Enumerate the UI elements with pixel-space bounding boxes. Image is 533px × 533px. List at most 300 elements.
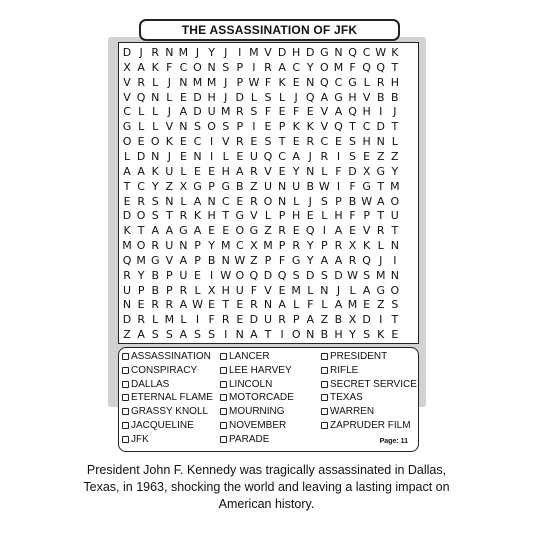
checkbox-icon[interactable] — [321, 394, 328, 401]
grid-letter: A — [320, 90, 329, 104]
grid-letter: R — [278, 313, 286, 327]
grid-letter: S — [151, 328, 159, 342]
grid-letter: J — [308, 149, 312, 163]
checkbox-icon[interactable] — [321, 422, 328, 429]
grid-letter: O — [136, 209, 146, 223]
grid-letter: B — [151, 268, 159, 282]
grid-letter: H — [207, 209, 216, 223]
grid-letter: X — [250, 239, 258, 253]
grid-letter: S — [320, 194, 328, 208]
grid-letter: Z — [376, 149, 385, 163]
grid-letter: Q — [362, 60, 371, 74]
checkbox-icon[interactable] — [220, 422, 227, 429]
grid-letter: J — [308, 194, 312, 208]
grid-letter: E — [334, 135, 342, 149]
grid-letter: N — [221, 253, 230, 267]
grid-letter: S — [349, 135, 357, 149]
grid-letter: U — [165, 164, 174, 178]
word-list-item[interactable] — [220, 351, 270, 362]
grid-letter: I — [252, 120, 256, 134]
caption-text: President John F. Kennedy was tragically assassinated in Dallas, Texas, in 1963, shocking the world and leaving a lasting impact on American history. — [83, 463, 450, 511]
grid-letter: X — [179, 179, 188, 193]
grid-letter: V — [250, 209, 258, 223]
checkbox-icon[interactable] — [321, 367, 328, 374]
grid-letter: G — [235, 209, 245, 223]
word-list-item[interactable] — [321, 365, 358, 376]
grid-letter: V — [221, 135, 230, 149]
grid-letter: S — [320, 268, 328, 282]
word-label: MOURNING — [229, 406, 285, 418]
grid-letter: N — [306, 328, 315, 342]
grid-letter: B — [348, 194, 357, 208]
grid-letter: J — [195, 46, 200, 59]
grid-letter: Q — [348, 46, 357, 59]
grid-letter: E — [236, 149, 244, 163]
grid-letter: L — [180, 313, 187, 327]
grid-letter: D — [376, 120, 385, 134]
grid-letter: O — [150, 135, 160, 149]
grid-letter: N — [306, 75, 315, 89]
grid-letter: S — [391, 298, 399, 312]
grid-letter: J — [139, 46, 143, 59]
grid-letter: J — [167, 149, 171, 163]
grid-letter: U — [390, 209, 399, 223]
grid-letter: O — [320, 60, 329, 74]
grid-letter: L — [152, 120, 159, 134]
grid-letter: V — [264, 46, 272, 59]
word-list-item[interactable] — [321, 406, 374, 417]
grid-letter: P — [236, 75, 244, 89]
grid-letter: L — [307, 283, 314, 297]
grid-letter: F — [349, 60, 356, 74]
grid-letter: J — [224, 90, 228, 104]
grid-letter: V — [320, 120, 329, 134]
grid-letter: Z — [250, 179, 258, 193]
grid-letter: Q — [334, 120, 343, 134]
checkbox-icon[interactable] — [122, 394, 129, 401]
grid-letter: N — [320, 283, 329, 297]
word-list-item[interactable] — [122, 434, 149, 445]
grid-letter: U — [165, 239, 174, 253]
grid-letter: F — [335, 164, 342, 178]
grid-letter: C — [235, 239, 244, 253]
grid-letter: Q — [376, 60, 386, 74]
word-list-item[interactable] — [321, 392, 363, 403]
grid-row — [120, 326, 402, 343]
grid-letter: G — [179, 224, 188, 238]
grid-letter: B — [391, 90, 399, 104]
checkbox-icon[interactable] — [220, 381, 227, 388]
grid-letter: L — [264, 209, 272, 223]
checkbox-icon[interactable] — [220, 436, 227, 443]
grid-letter: S — [208, 328, 216, 342]
grid-letter: A — [236, 164, 244, 178]
word-label: LANCER — [229, 351, 270, 362]
grid-letter: C — [193, 135, 202, 149]
grid-letter: N — [179, 75, 188, 89]
grid-letter: F — [349, 179, 356, 193]
grid-letter: N — [193, 149, 202, 163]
grid-letter: B — [334, 313, 343, 327]
grid-letter: Z — [320, 313, 329, 327]
grid-letter: K — [391, 46, 399, 59]
grid-letter: I — [209, 149, 214, 163]
grid-letter: O — [263, 194, 273, 208]
grid-letter: Z — [165, 179, 174, 193]
grid-letter: N — [151, 90, 160, 104]
grid-letter: N — [334, 46, 343, 59]
checkbox-icon[interactable] — [220, 408, 227, 415]
grid-letter: F — [264, 105, 272, 119]
grid-letter: S — [264, 90, 272, 104]
grid-letter: H — [362, 135, 371, 149]
grid-letter: O — [390, 283, 400, 297]
grid-letter: T — [222, 298, 230, 312]
grid-letter: A — [278, 298, 286, 312]
grid-letter: Y — [306, 239, 314, 253]
grid-letter: L — [349, 283, 356, 297]
grid-letter: A — [137, 164, 145, 178]
grid-letter: X — [207, 283, 216, 297]
grid-letter: S — [222, 120, 230, 134]
grid-letter: T — [137, 224, 145, 238]
grid-letter: A — [179, 328, 188, 342]
checkbox-icon[interactable] — [220, 353, 227, 360]
grid-letter: E — [306, 209, 314, 223]
grid-letter: L — [152, 75, 159, 89]
grid-letter: W — [318, 179, 330, 193]
word-list-item[interactable] — [220, 434, 269, 445]
word-list-item[interactable] — [122, 392, 213, 403]
grid-letter: L — [250, 90, 257, 104]
grid-letter: G — [291, 253, 301, 267]
grid-letter: V — [165, 253, 174, 267]
grid-letter: W — [220, 268, 232, 282]
grid-letter: S — [194, 328, 201, 342]
grid-letter: T — [278, 135, 286, 149]
grid-letter: E — [137, 135, 145, 149]
grid-letter: E — [363, 149, 371, 163]
word-list-item[interactable] — [122, 420, 194, 431]
grid-letter: L — [166, 90, 173, 104]
grid-letter: C — [292, 60, 301, 74]
grid-letter: S — [222, 60, 230, 74]
grid-letter: N — [263, 298, 273, 312]
grid-letter: R — [264, 60, 272, 74]
word-label: WARREN — [330, 406, 375, 418]
word-label: RIFLE — [330, 364, 359, 376]
grid-letter: P — [194, 239, 201, 253]
grid-letter: E — [278, 283, 286, 297]
grid-letter: I — [224, 328, 228, 342]
grid-letter: E — [179, 149, 187, 163]
grid-letter: N — [179, 239, 188, 253]
grid-letter: I — [195, 313, 200, 327]
grid-letter: I — [379, 313, 383, 327]
grid-letter: J — [393, 105, 397, 119]
checkbox-icon[interactable] — [122, 436, 129, 443]
grid-letter: D — [235, 90, 245, 104]
grid-letter: W — [361, 194, 373, 208]
grid-letter: A — [179, 298, 188, 312]
grid-letter: E — [278, 105, 286, 119]
grid-letter: Q — [362, 253, 371, 267]
grid-letter: K — [377, 328, 385, 342]
grid-letter: W — [347, 268, 358, 282]
grid-letter: M — [178, 46, 189, 59]
grid-letter: R — [179, 209, 188, 223]
grid-letter: X — [348, 313, 357, 327]
grid-letter: S — [292, 268, 300, 282]
grid-letter: R — [376, 75, 385, 89]
grid-letter: R — [123, 268, 131, 282]
grid-letter: E — [236, 298, 244, 312]
grid-letter: G — [320, 46, 329, 59]
grid-letter: D — [193, 105, 202, 119]
grid-letter: P — [236, 60, 244, 74]
grid-letter: K — [278, 75, 286, 89]
grid-letter: O — [235, 268, 245, 282]
checkbox-icon[interactable] — [321, 381, 328, 388]
grid-letter: T — [264, 328, 272, 342]
word-list-item[interactable] — [220, 379, 272, 390]
grid-letter: Y — [151, 179, 159, 193]
grid-letter: V — [123, 90, 131, 104]
grid-letter: E — [179, 90, 187, 104]
grid-letter: L — [279, 90, 286, 104]
word-list-item[interactable] — [220, 392, 294, 403]
grid-letter: X — [123, 60, 131, 74]
grid-letter: E — [194, 268, 201, 282]
checkbox-icon[interactable] — [220, 367, 227, 374]
grid-letter: H — [362, 105, 371, 119]
checkbox-icon[interactable] — [321, 353, 328, 360]
grid-letter: E — [292, 224, 300, 238]
grid-letter: G — [221, 179, 230, 193]
grid-letter: U — [123, 283, 132, 297]
grid-letter: T — [123, 179, 131, 193]
grid-letter: U — [263, 313, 273, 327]
grid-letter: D — [249, 313, 259, 327]
grid-letter: F — [349, 209, 356, 223]
word-list-item[interactable] — [321, 351, 387, 362]
grid-letter: N — [376, 135, 385, 149]
grid-letter: B — [207, 253, 216, 267]
grid-letter: L — [138, 105, 145, 119]
grid-letter: F — [264, 75, 272, 89]
grid-letter: V — [362, 224, 371, 238]
grid-letter: E — [179, 135, 187, 149]
grid-letter: B — [236, 179, 244, 193]
grid-letter: T — [391, 120, 399, 134]
checkbox-icon[interactable] — [122, 408, 129, 415]
word-list-item[interactable] — [321, 379, 417, 390]
checkbox-icon[interactable] — [321, 408, 328, 415]
grid-letter: P — [363, 209, 370, 223]
grid-letter: V — [264, 164, 272, 178]
grid-letter: Y — [292, 164, 300, 178]
grid-letter: Q — [277, 268, 287, 282]
grid-letter: P — [278, 209, 286, 223]
word-label: LEE HARVEY — [229, 364, 292, 376]
grid-letter: U — [179, 268, 188, 282]
grid-letter: R — [235, 105, 244, 119]
grid-letter: G — [150, 253, 160, 267]
word-list-item[interactable] — [220, 365, 292, 376]
grid-letter: L — [321, 209, 328, 223]
grid-letter: M — [164, 313, 175, 327]
grid-letter: A — [334, 298, 343, 312]
grid-letter: T — [377, 209, 385, 223]
grid-letter: B — [306, 179, 315, 193]
grid-letter: O — [291, 328, 301, 342]
grid-letter: R — [151, 239, 160, 253]
grid-letter: E — [208, 164, 216, 178]
grid-letter: J — [336, 283, 341, 297]
grid-letter: U — [235, 283, 244, 297]
grid-letter: Z — [376, 298, 385, 312]
grid-letter: E — [264, 120, 272, 134]
grid-letter: S — [151, 194, 159, 208]
grid-letter: R — [137, 75, 145, 89]
grid-letter: E — [292, 135, 300, 149]
word-list-item[interactable] — [122, 406, 208, 417]
grid-letter: R — [292, 239, 300, 253]
grid-letter: P — [166, 283, 173, 297]
grid-letter: E — [292, 75, 300, 89]
grid-letter: N — [207, 60, 216, 74]
grid-letter: M — [347, 298, 358, 312]
grid-letter: A — [137, 60, 145, 74]
grid-letter: A — [123, 164, 131, 178]
grid-letter: A — [179, 253, 188, 267]
checkbox-icon[interactable] — [122, 381, 129, 388]
grid-letter: E — [236, 313, 244, 327]
grid-letter: J — [224, 75, 228, 89]
grid-letter: L — [293, 298, 300, 312]
grid-letter: E — [306, 105, 314, 119]
grid-letter: D — [277, 46, 287, 59]
grid-letter: C — [221, 194, 230, 208]
grid-letter: R — [320, 149, 329, 163]
checkbox-icon[interactable] — [220, 394, 227, 401]
grid-letter: M — [333, 60, 344, 74]
grid-letter: M — [291, 283, 301, 297]
grid-letter: J — [294, 90, 298, 104]
checkbox-icon[interactable] — [122, 367, 129, 374]
grid-letter: I — [393, 253, 397, 267]
word-label: TEXAS — [330, 392, 363, 404]
grid-letter: Y — [306, 60, 314, 74]
grid-letter: D — [263, 268, 273, 282]
grid-letter: P — [137, 283, 145, 297]
grid-letter: T — [391, 60, 399, 74]
grid-letter: Q — [136, 90, 146, 104]
checkbox-icon[interactable] — [122, 353, 129, 360]
grid-letter: R — [179, 283, 188, 297]
grid-letter: R — [278, 224, 286, 238]
puzzle-title: THE ASSASSINATION OF JFK — [139, 19, 400, 41]
grid-letter: R — [221, 313, 230, 327]
grid-letter: L — [321, 164, 328, 178]
grid-letter: J — [167, 105, 171, 119]
word-list-item[interactable] — [122, 365, 197, 376]
word-list-item[interactable] — [122, 351, 211, 362]
grid-letter: A — [292, 149, 300, 163]
word-list-item[interactable] — [122, 379, 169, 390]
word-list — [118, 347, 419, 452]
grid-letter: O — [193, 60, 202, 74]
grid-letter: I — [379, 105, 383, 119]
grid-letter: H — [221, 283, 230, 297]
grid-letter: C — [123, 105, 131, 119]
grid-letter: G — [376, 283, 385, 297]
grid-letter: D — [334, 268, 343, 282]
word-list-item[interactable] — [220, 406, 285, 417]
grid-letter: F — [307, 298, 314, 312]
grid-letter: K — [123, 224, 131, 238]
grid-letter: M — [220, 105, 231, 119]
grid-letter: Z — [123, 328, 131, 342]
page-number: Page: 11 — [379, 438, 408, 445]
grid-letter: M — [220, 239, 231, 253]
grid-letter: D — [122, 46, 132, 59]
word-label: DALLAS — [131, 378, 170, 390]
checkbox-icon[interactable] — [122, 422, 129, 429]
word-list-item[interactable] — [220, 420, 286, 431]
grid-letter: W — [192, 298, 203, 312]
grid-letter: I — [238, 46, 242, 59]
grid-letter: R — [250, 164, 258, 178]
grid-letter: E — [349, 224, 357, 238]
grid-letter: Q — [122, 253, 132, 267]
grid-letter: F — [208, 313, 215, 327]
grid-letter: H — [348, 90, 357, 104]
grid-letter: I — [209, 268, 214, 282]
word-label: PARADE — [229, 433, 270, 445]
grid-letter: P — [335, 194, 342, 208]
grid-letter: W — [375, 46, 387, 59]
grid-letter: T — [391, 313, 399, 327]
grid-letter: C — [278, 149, 286, 163]
grid-letter: O — [390, 194, 400, 208]
grid-letter: D — [306, 46, 315, 59]
grid-letter: E — [123, 194, 131, 208]
grid-letter: Q — [249, 268, 259, 282]
grid-letter: N — [165, 194, 174, 208]
grid-letter: C — [362, 46, 371, 59]
grid-letter: G — [122, 120, 132, 134]
grid-letter: D — [136, 149, 146, 163]
grid-letter: V — [264, 283, 272, 297]
grid-letter: S — [165, 328, 173, 342]
grid-letter: M — [136, 253, 146, 267]
grid-letter: H — [390, 75, 399, 89]
grid-letter: R — [250, 298, 258, 312]
grid-letter: V — [320, 105, 329, 119]
grid-letter: B — [151, 283, 159, 297]
word-list-item[interactable] — [321, 420, 411, 431]
grid-letter: G — [362, 179, 371, 193]
grid-letter: R — [151, 298, 160, 312]
grid-letter: K — [151, 164, 159, 178]
grid-letter: U — [263, 179, 273, 193]
grid-letter: N — [179, 120, 188, 134]
grid-letter: A — [334, 105, 343, 119]
grid-letter: I — [209, 135, 214, 149]
grid-letter: J — [379, 253, 383, 267]
grid-letter: V — [165, 120, 174, 134]
